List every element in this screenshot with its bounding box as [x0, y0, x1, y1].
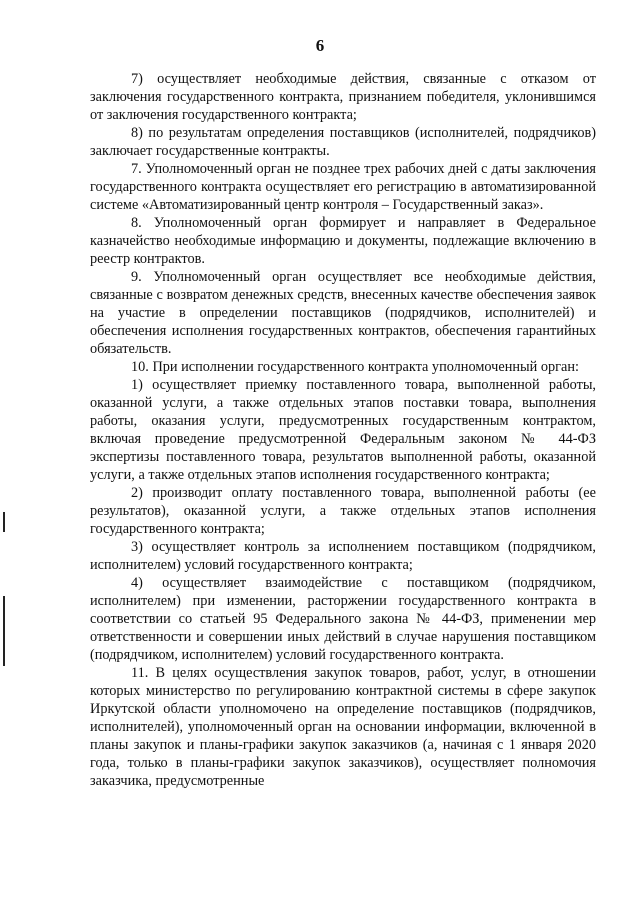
clause-10-item-4: 4) осуществляет взаимодействие с поставщиком (подрядчиком, исполнителем) при изменении, расторжении государственного контракта в соответствии со статьей 95 Федерального закона № 44-ФЗ, применении мер ответственности и совершении иных действий в случае нарушения поставщиком (подрядчиком, исполнителем) условий государственного контракта. — [90, 575, 596, 663]
clause-10-paragraph: 10. При исполнении государственного контракта уполномоченный орган: — [131, 359, 579, 375]
clause-11-paragraph: 11. В целях осуществления закупок товаров, работ, услуг, в отношении которых министерство по регулированию контрактной системы в сфере закупок Иркутской области уполномочено на определение поставщиков (подрядчиков, исполнителей), уполномоченный орган на основании информации, включенной в планы закупок и планы-графики закупок заказчиков (а, начиная с 1 января 2020 года, только в планы-графики закупок заказчиков), осуществляет полномочия заказчика, предусмотренные — [90, 665, 596, 789]
clause-10-item-1: 1) осуществляет приемку поставленного товара, выполненной работы, оказанной услуги, а также отдельных этапов поставки товара, выполнения работы, оказания услуги, предусмотренных государственным контрактом, включая проведение предусмотренной Федеральным законом № 44-ФЗ экспертизы поставленного товара, результатов выполненной работы, оказанной услуги, а также отдельных этапов исполнения государственного контракта; — [90, 377, 596, 483]
clause-9-paragraph: 9. Уполномоченный орган осуществляет все необходимые действия, связанные с возвратом денежных средств, внесенных качестве обеспечения заявок на участие в определении поставщиков (подрядчиков, исполнителей) и обеспечения исполнения государственных контрактов, обеспечения гарантийных обязательств. — [90, 269, 596, 357]
scan-edge-mark-top — [3, 512, 5, 532]
clause-10-item-3: 3) осуществляет контроль за исполнением поставщиком (подрядчиком, исполнителем) условий государственного контракта; — [90, 539, 596, 573]
clause-10-item-2: 2) производит оплату поставленного товара, выполненной работы (ее результатов), оказанной услуги, а также отдельных этапов исполнения государственного контракта; — [90, 485, 596, 537]
item-7-paragraph: 7) осуществляет необходимые действия, связанные с отказом от заключения государственного контракта, признанием победителя, уклонившимся от заключения государственного контракта; — [90, 71, 596, 123]
clause-7-paragraph: 7. Уполномоченный орган не позднее трех рабочих дней с даты заключения государственного контракта осуществляет его регистрацию в автоматизированной системе «Автоматизированный центр контроля – Государственный заказ». — [90, 161, 596, 213]
page-number: 6 — [315, 36, 325, 55]
document-body — [90, 70, 596, 790]
item-8-paragraph: 8) по результатам определения поставщиков (исполнителей, подрядчиков) заключает государственные контракты. — [90, 125, 596, 159]
scan-edge-mark-bottom — [3, 596, 5, 666]
clause-8-paragraph: 8. Уполномоченный орган формирует и направляет в Федеральное казначейство необходимые информацию и документы, подлежащие включению в реестр контрактов. — [90, 215, 596, 267]
